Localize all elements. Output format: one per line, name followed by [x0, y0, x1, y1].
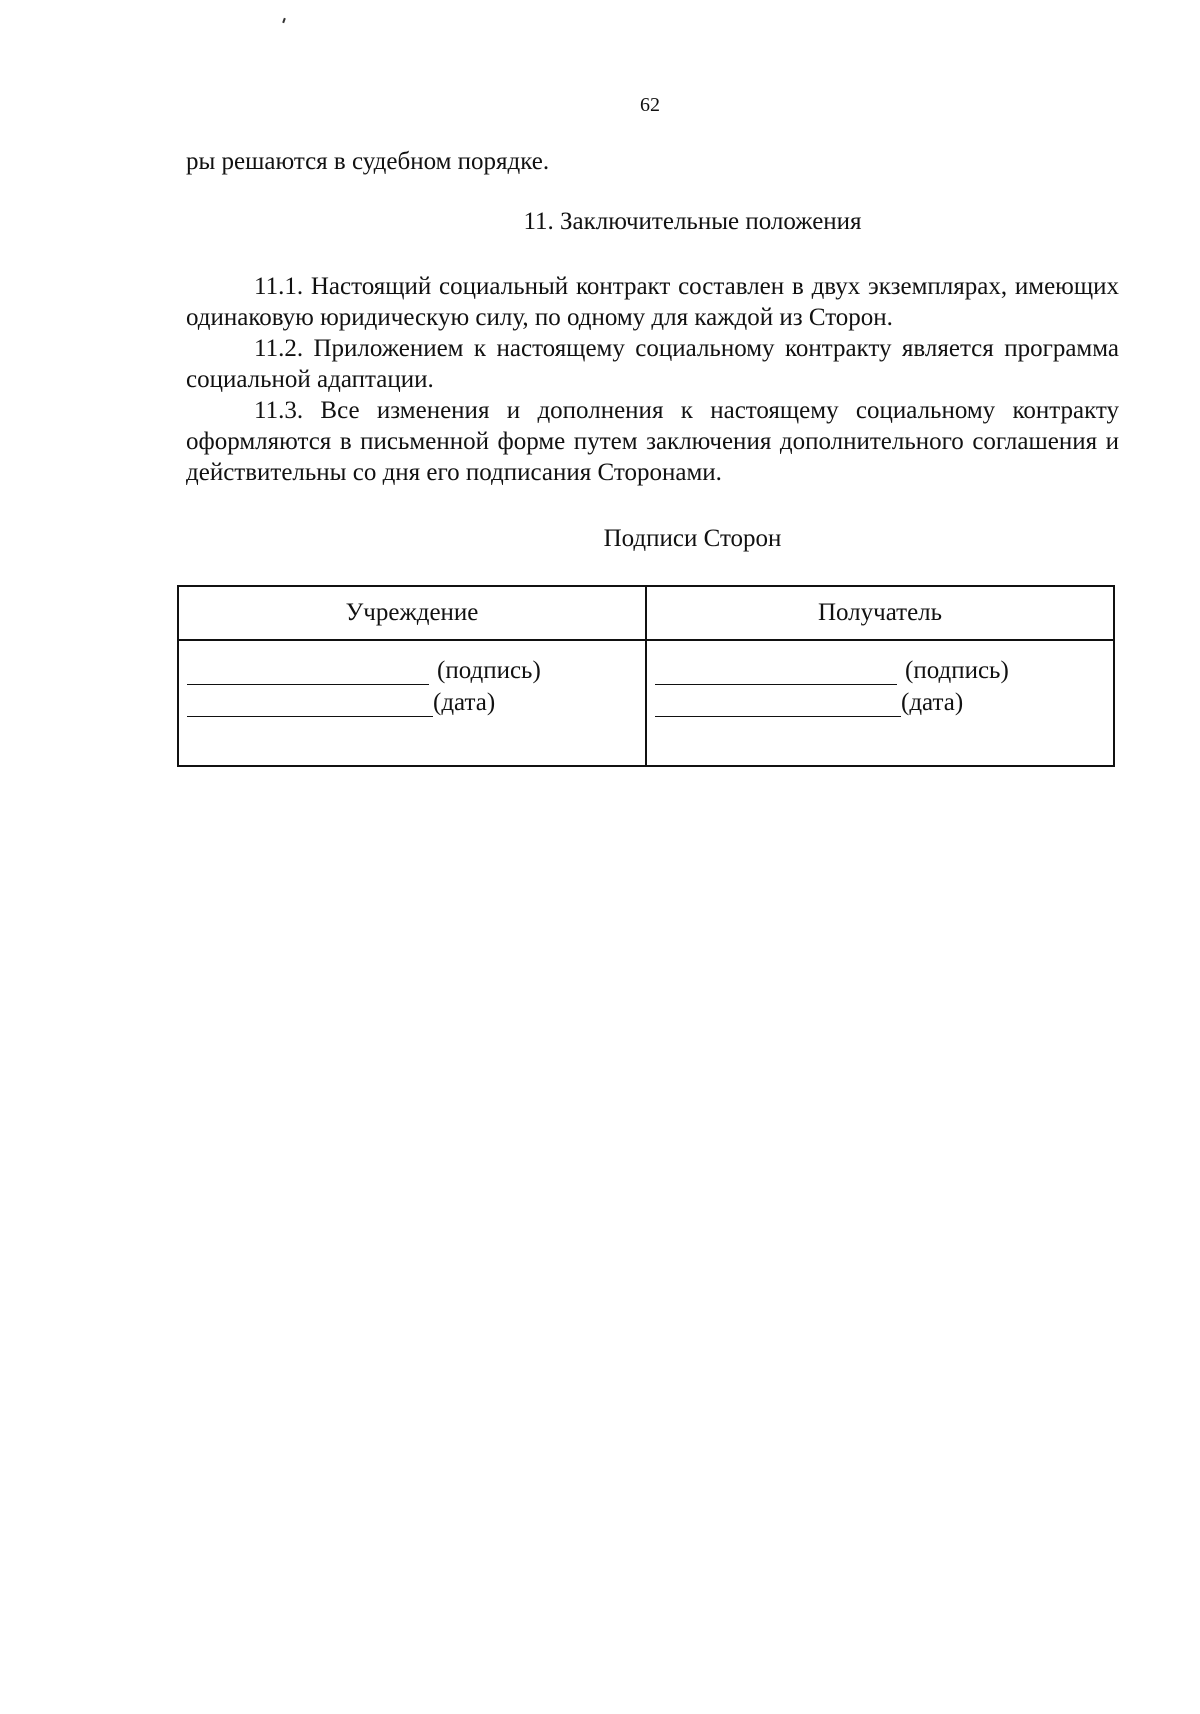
date-blank — [655, 690, 901, 717]
institution-date-line — [187, 685, 637, 717]
clauses — [186, 271, 1119, 488]
clause-11-3: 11.3. Все изменения и дополнения к настоящему социальному контракту оформляются в письменной форме путем заключения дополнительного соглашения и действительны со дня его подписания Сторонами. — [186, 397, 1119, 486]
date-label: (дата) — [433, 689, 496, 716]
section-heading: 11. Заключительные положения — [523, 208, 862, 235]
signatures-header-row — [178, 586, 1114, 640]
date-blank — [187, 690, 433, 717]
signatures-table — [177, 585, 1115, 767]
institution-header: Учреждение — [178, 586, 646, 640]
signature-blank — [655, 658, 897, 685]
signatures-heading: Подписи Сторон — [603, 525, 782, 552]
recipient-header: Получатель — [646, 586, 1114, 640]
scan-speck — [282, 18, 286, 23]
continuation-text: ры решаются в судебном порядке. — [186, 148, 550, 175]
recipient-signature-line — [655, 653, 1105, 685]
page-number: 62 — [640, 94, 660, 116]
institution-signature-line — [187, 653, 637, 685]
clause-11-1: 11.1. Настоящий социальный контракт составлен в двух экземплярах, имеющих одинаковую юридическую силу, по одному для каждой из Сторон. — [186, 273, 1119, 331]
recipient-signature-cell — [646, 640, 1114, 766]
signature-blank — [187, 658, 429, 685]
institution-signature-cell — [178, 640, 646, 766]
signature-label: (подпись) — [437, 657, 541, 684]
date-label: (дата) — [901, 689, 964, 716]
signature-label: (подпись) — [905, 657, 1009, 684]
recipient-date-line — [655, 685, 1105, 717]
signatures-body-row — [178, 640, 1114, 766]
clause-11-2: 11.2. Приложением к настоящему социальному контракту является программа социальной адаптации. — [186, 335, 1119, 393]
